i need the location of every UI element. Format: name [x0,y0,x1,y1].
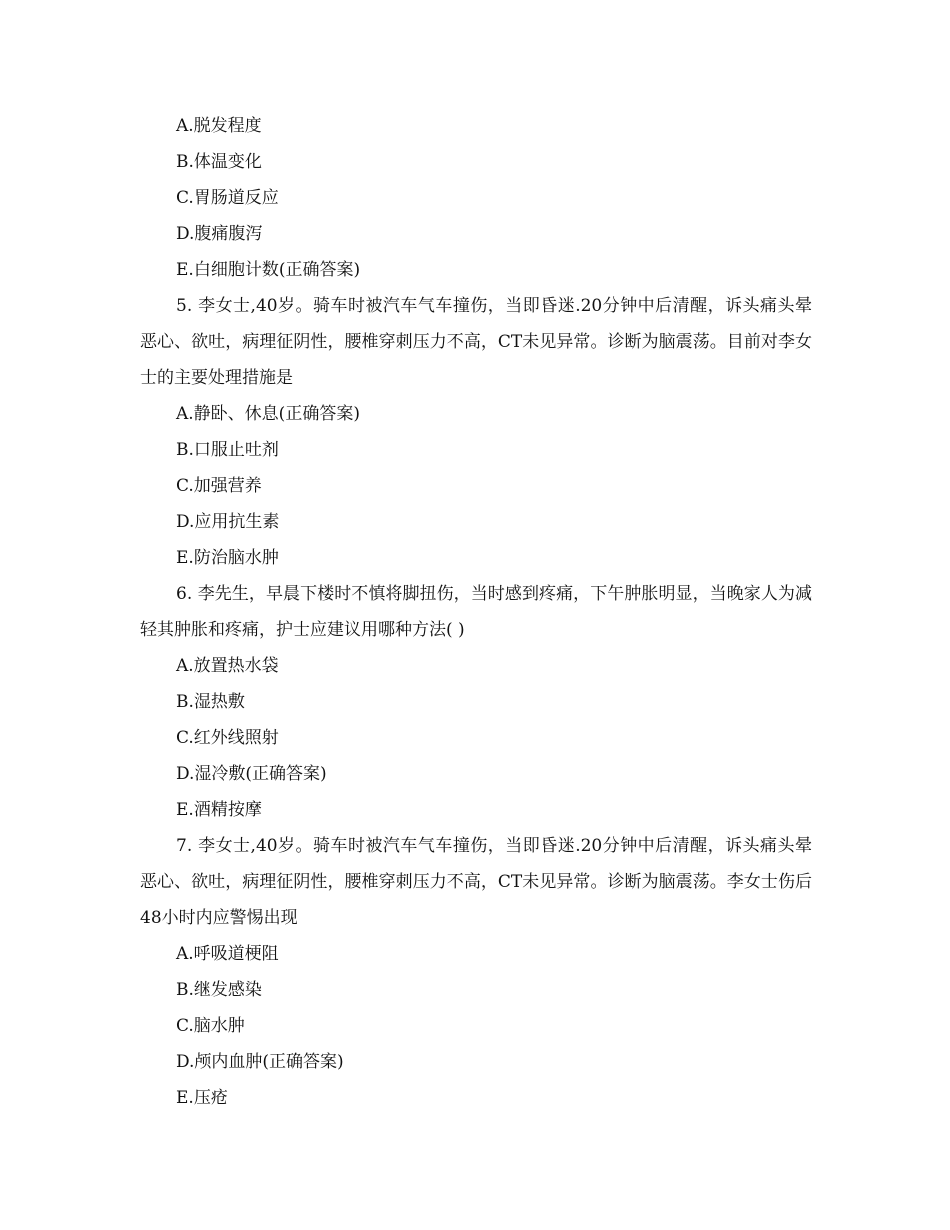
answer-option: B.体温变化 [176,152,262,172]
answer-option: A.呼吸道梗阻 [176,944,279,964]
question-5: 5. 李女士,40岁。骑车时被汽车气车撞伤，当即昏迷.20分钟中后清醒，诉头痛头晕恶心、欲吐，病理征阴性，腰椎穿刺压力不高，CT未见异常。诊断为脑震荡。目前对李女士的主要处理措施是 [140,296,812,388]
answer-option: E.防治脑水肿 [176,548,279,568]
answer-option: B.口服止吐剂 [176,440,279,460]
answer-option: A.脱发程度 [176,116,262,136]
exam-content [140,108,812,1116]
answer-option: C.加强营养 [176,476,262,496]
question-7: 7. 李女士,40岁。骑车时被汽车气车撞伤，当即昏迷.20分钟中后清醒，诉头痛头晕恶心、欲吐，病理征阴性，腰椎穿刺压力不高，CT未见异常。诊断为脑震荡。李女士伤后48小时内应警惕出现 [140,836,812,928]
answer-option: A.放置热水袋 [176,656,279,676]
answer-option-correct: D.颅内血肿(正确答案) [176,1052,344,1072]
answer-option: D.应用抗生素 [176,512,280,532]
answer-option: E.压疮 [176,1088,228,1108]
answer-option: B.继发感染 [176,980,262,1000]
answer-option: C.红外线照射 [176,728,279,748]
answer-option: C.脑水肿 [176,1016,245,1036]
question-6: 6. 李先生，早晨下楼时不慎将脚扭伤，当时感到疼痛，下午肿胀明显，当晚家人为减轻其肿胀和疼痛，护士应建议用哪种方法( ) [140,584,812,640]
answer-option: C.胃肠道反应 [176,188,279,208]
answer-option-correct: D.湿冷敷(正确答案) [176,764,327,784]
answer-option-correct: E.白细胞计数(正确答案) [176,260,361,280]
answer-option: B.湿热敷 [176,692,245,712]
answer-option: E.酒精按摩 [176,800,262,820]
answer-option: D.腹痛腹泻 [176,224,263,244]
answer-option-correct: A.静卧、休息(正确答案) [176,404,360,424]
